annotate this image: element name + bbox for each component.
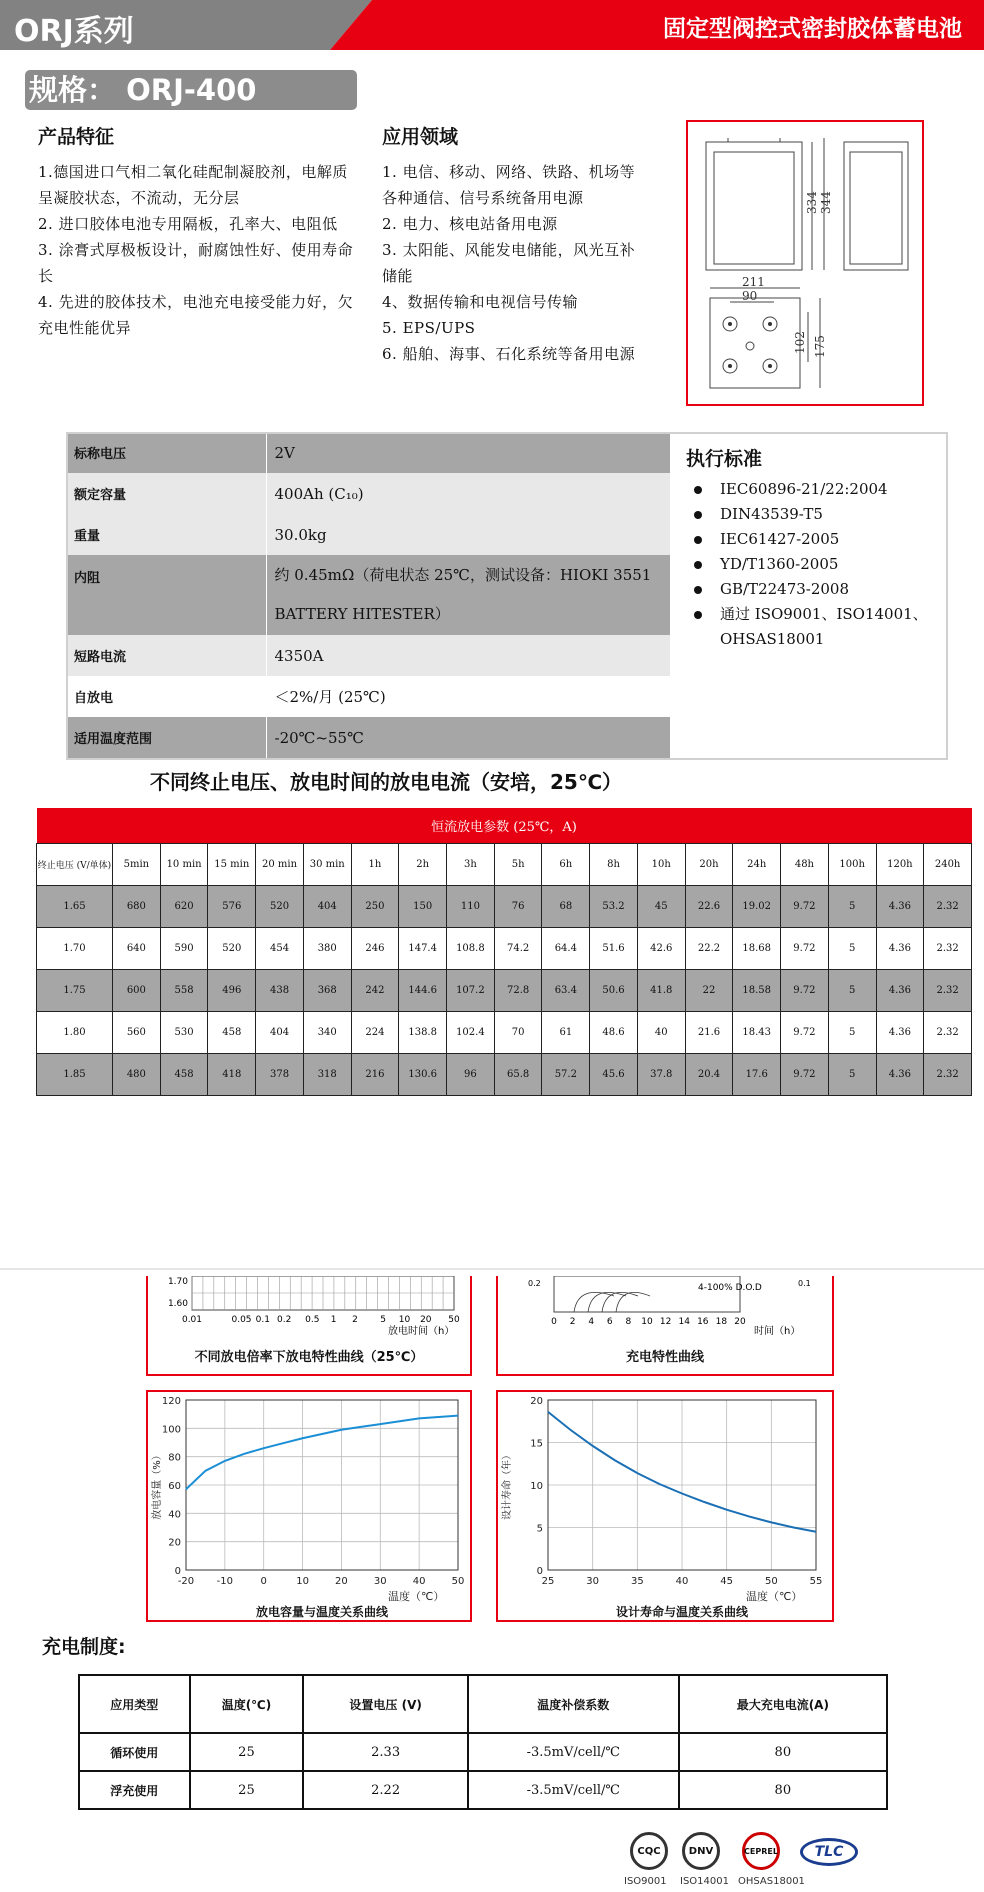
- charging-header: 应用类型: [79, 1675, 190, 1733]
- x-tick-label: 40: [412, 1576, 426, 1587]
- current-value: 61: [542, 1011, 590, 1053]
- discharge-row: [37, 1011, 972, 1053]
- current-value: 480: [113, 1053, 161, 1095]
- current-value: 20.4: [685, 1053, 733, 1095]
- current-value: 45.6: [590, 1053, 638, 1095]
- duration-header: 120h: [876, 843, 924, 885]
- spec-key: 自放电: [66, 676, 266, 717]
- features-title: 产品特征: [38, 126, 115, 148]
- current-value: 108.8: [447, 927, 495, 969]
- standard-item: DIN43539-T5: [686, 502, 946, 527]
- duration-header: 100h: [828, 843, 876, 885]
- current-value: 5: [828, 885, 876, 927]
- current-value: 2.32: [924, 969, 972, 1011]
- current-value: 242: [351, 969, 399, 1011]
- cutoff-voltage: 1.85: [37, 1053, 113, 1095]
- current-value: 150: [399, 885, 447, 927]
- duration-header: 10 min: [160, 843, 208, 885]
- application-item: 4、数据传输和电视信号传输: [382, 293, 579, 311]
- x-tick-label: 50: [448, 1315, 460, 1325]
- charging-cell: 2.33: [303, 1733, 468, 1771]
- charge-curve-plot: [498, 1276, 832, 1336]
- discharge-row: [37, 885, 972, 927]
- current-value: 438: [256, 969, 304, 1011]
- current-value: 22.2: [685, 927, 733, 969]
- current-value: 404: [303, 885, 351, 927]
- x-tick-label: 0: [551, 1317, 557, 1327]
- cqc-logo-icon: CQC: [630, 1832, 668, 1870]
- application-item: 3. 太阳能、风能发电储能，风光互补储能: [382, 241, 636, 285]
- x-tick-label: 10: [398, 1315, 411, 1325]
- current-value: 63.4: [542, 969, 590, 1011]
- dim-h2: 344: [819, 191, 833, 214]
- application-item: 5. EPS/UPS: [382, 319, 476, 337]
- duration-header: 5h: [494, 843, 542, 885]
- x-tick-label: 0.1: [255, 1315, 270, 1325]
- current-value: 9.72: [781, 1011, 829, 1053]
- current-value: 454: [256, 927, 304, 969]
- charging-cell: 循环使用: [79, 1733, 190, 1771]
- spec-key: 内阻: [66, 555, 266, 635]
- page-divider: [0, 1268, 984, 1270]
- duration-header: 15 min: [208, 843, 256, 885]
- y-tick-label: 40: [168, 1509, 181, 1521]
- charge-curve: [574, 1292, 614, 1312]
- spec-row: [66, 635, 670, 676]
- current-value: 2.32: [924, 1011, 972, 1053]
- discharge-curve-title: 不同放电倍率下放电特性曲线（25℃）: [194, 1350, 424, 1365]
- current-value: 620: [160, 885, 208, 927]
- standard-item: IEC61427-2005: [686, 527, 946, 552]
- spec-model: 规格： ORJ-400: [25, 70, 357, 110]
- charging-cell: 浮充使用: [79, 1771, 190, 1809]
- current-value: 9.72: [781, 885, 829, 927]
- discharge-curve-chart: [146, 1276, 472, 1376]
- current-value: 2.32: [924, 1053, 972, 1095]
- spec-value: 400Ah (C₁₀): [266, 473, 670, 514]
- current-value: 5: [828, 927, 876, 969]
- current-value: 404: [256, 1011, 304, 1053]
- feature-item: 4. 先进的胶体技术，电池充电接受能力好，欠充电性能优异: [38, 293, 354, 337]
- current-value: 680: [113, 885, 161, 927]
- standards-section: [686, 444, 946, 652]
- current-value: 9.72: [781, 927, 829, 969]
- current-value: 70: [494, 1011, 542, 1053]
- discharge-row: [37, 1053, 972, 1095]
- y-axis-label: 设计寿命（年）: [502, 1450, 513, 1520]
- duration-header: 5min: [113, 843, 161, 885]
- current-value: 42.6: [637, 927, 685, 969]
- duration-header: 48h: [781, 843, 829, 885]
- x-tick-label: 0.05: [231, 1315, 252, 1325]
- x-tick-label: 20: [734, 1317, 746, 1327]
- duration-header: 2h: [399, 843, 447, 885]
- features-section: [38, 122, 358, 341]
- current-value: 250: [351, 885, 399, 927]
- y-tick-label: 0.1: [798, 1279, 811, 1288]
- capacity-temp-chart: [146, 1390, 472, 1622]
- current-value: 76: [494, 885, 542, 927]
- current-value: 418: [208, 1053, 256, 1095]
- cutoff-voltage: 1.70: [37, 927, 113, 969]
- standard-item: YD/T1360-2005: [686, 552, 946, 577]
- current-value: 576: [208, 885, 256, 927]
- spec-row: [66, 676, 670, 717]
- charging-title: 充电制度:: [42, 1636, 126, 1658]
- current-value: 520: [208, 927, 256, 969]
- x-tick-label: 0: [260, 1576, 267, 1587]
- current-value: 19.02: [733, 885, 781, 927]
- current-value: 22.6: [685, 885, 733, 927]
- x-tick-label: 2: [352, 1315, 358, 1325]
- x-tick-label: 40: [675, 1576, 689, 1587]
- x-tick-label: 18: [715, 1317, 728, 1327]
- cutoff-voltage: 1.75: [37, 969, 113, 1011]
- series-title: ORJ系列: [14, 14, 134, 49]
- applications-title: 应用领域: [382, 126, 459, 148]
- spec-value: 2V: [266, 432, 670, 473]
- x-tick-label: 16: [697, 1317, 709, 1327]
- current-value: 4.36: [876, 1053, 924, 1095]
- x-tick-label: -10: [216, 1576, 234, 1587]
- current-value: 590: [160, 927, 208, 969]
- charging-cell: -3.5mV/cell/℃: [468, 1771, 679, 1809]
- application-item: 1. 电信、移动、网络、铁路、机场等各种通信、信号系统备用电源: [382, 163, 636, 207]
- current-value: 9.72: [781, 1053, 829, 1095]
- current-value: 9.72: [781, 969, 829, 1011]
- feature-item: 3. 涂膏式厚极板设计，耐腐蚀性好、使用寿命长: [38, 241, 354, 285]
- current-value: 558: [160, 969, 208, 1011]
- charging-cell: -3.5mV/cell/℃: [468, 1733, 679, 1771]
- discharge-curve-plot: [148, 1276, 470, 1336]
- y-tick-label: 100: [161, 1424, 181, 1436]
- spec-key: 额定容量: [66, 473, 266, 514]
- discharge-title: 不同终止电压、放电时间的放电电流（安培，25℃）: [150, 770, 623, 794]
- charge-curve: [588, 1292, 626, 1312]
- discharge-row: [37, 927, 972, 969]
- dim-h1: 334: [805, 191, 819, 214]
- current-value: 5: [828, 1053, 876, 1095]
- current-value: 45: [637, 885, 685, 927]
- current-value: 130.6: [399, 1053, 447, 1095]
- current-value: 2.32: [924, 927, 972, 969]
- application-item: 6. 船舶、海事、石化系统等备用电源: [382, 345, 636, 363]
- current-value: 40: [637, 1011, 685, 1053]
- duration-header: 8h: [590, 843, 638, 885]
- current-value: 37.8: [637, 1053, 685, 1095]
- y-tick-label: 120: [161, 1396, 181, 1407]
- current-value: 600: [113, 969, 161, 1011]
- y-tick-label: 1.60: [167, 1299, 188, 1309]
- current-value: 51.6: [590, 927, 638, 969]
- current-value: 107.2: [447, 969, 495, 1011]
- product-subtitle: 固定型阀控式密封胶体蓄电池: [663, 16, 962, 42]
- chart-title: 设计寿命与温度关系曲线: [615, 1605, 749, 1619]
- duration-header: 3h: [447, 843, 495, 885]
- current-value: 72.8: [494, 969, 542, 1011]
- current-value: 246: [351, 927, 399, 969]
- current-value: 138.8: [399, 1011, 447, 1053]
- duration-header: 240h: [924, 843, 972, 885]
- current-value: 640: [113, 927, 161, 969]
- y-tick-label: 20: [530, 1396, 543, 1407]
- current-value: 48.6: [590, 1011, 638, 1053]
- x-tick-label: 0.01: [181, 1315, 203, 1325]
- x-tick-label: 10: [296, 1576, 309, 1587]
- dim-d1: 102: [793, 331, 807, 354]
- discharge-row: [37, 969, 972, 1011]
- x-tick-label: 20: [420, 1315, 432, 1325]
- y-tick-label: 10: [530, 1481, 543, 1492]
- x-tick-label: 6: [606, 1317, 613, 1327]
- current-value: 378: [256, 1053, 304, 1095]
- y-tick-label: 80: [168, 1452, 181, 1464]
- x-tick-label: 50: [764, 1576, 778, 1587]
- x-tick-label: 30: [586, 1576, 600, 1587]
- current-value: 102.4: [447, 1011, 495, 1053]
- spec-key: 短路电流: [66, 635, 266, 676]
- x-axis-label: 时间（h）: [754, 1326, 801, 1336]
- series-line: [186, 1416, 458, 1490]
- charging-table: [78, 1674, 888, 1810]
- spec-key: 重量: [66, 514, 266, 555]
- feature-item: 1.德国进口气相二氧化硅配制凝胶剂，电解质呈凝胶状态，不流动，无分层: [38, 163, 348, 207]
- dimension-drawing: [686, 120, 924, 406]
- dim-terminal-spacing: 90: [742, 289, 758, 303]
- spec-key: 标称电压: [66, 432, 266, 473]
- y-tick-label: 60: [168, 1481, 181, 1492]
- applications-section: [382, 122, 642, 367]
- cert-label: ISO9001: [624, 1876, 667, 1887]
- spec-row: [66, 717, 670, 758]
- current-value: 4.36: [876, 885, 924, 927]
- x-tick-label: 55: [809, 1576, 823, 1587]
- current-value: 18.68: [733, 927, 781, 969]
- current-value: 560: [113, 1011, 161, 1053]
- spec-row: [66, 432, 670, 473]
- current-value: 368: [303, 969, 351, 1011]
- duration-header: 24h: [733, 843, 781, 885]
- charging-cell: 80: [679, 1733, 887, 1771]
- current-value: 458: [208, 1011, 256, 1053]
- charging-cell: 2.22: [303, 1771, 468, 1809]
- charging-header: 最大充电电流(A): [679, 1675, 887, 1733]
- charging-cell: 25: [190, 1771, 304, 1809]
- current-value: 4.36: [876, 927, 924, 969]
- dim-d2: 175: [813, 335, 827, 358]
- standard-item: GB/T22473-2008: [686, 577, 946, 602]
- x-axis-label: 温度（℃）: [746, 1590, 803, 1603]
- spec-table: [66, 432, 670, 758]
- cutoff-voltage: 1.80: [37, 1011, 113, 1053]
- current-value: 4.36: [876, 1011, 924, 1053]
- current-value: 496: [208, 969, 256, 1011]
- standard-item: 通过 ISO9001、ISO14001、OHSAS18001: [686, 602, 946, 652]
- current-value: 224: [351, 1011, 399, 1053]
- spec-row: [66, 555, 670, 635]
- x-tick-label: 8: [625, 1317, 632, 1327]
- spec-row: [66, 514, 670, 555]
- x-tick-label: 20: [335, 1576, 348, 1587]
- cert-label: ISO14001: [680, 1876, 729, 1887]
- tlc-logo-icon: TLC: [800, 1838, 858, 1866]
- current-value: 530: [160, 1011, 208, 1053]
- current-value: 147.4: [399, 927, 447, 969]
- life-temp-chart: [496, 1390, 834, 1622]
- plot-frame: [554, 1276, 740, 1312]
- current-value: 520: [256, 885, 304, 927]
- current-value: 18.58: [733, 969, 781, 1011]
- x-tick-label: 12: [659, 1317, 672, 1327]
- y-tick-label: 1.70: [167, 1277, 188, 1287]
- x-tick-label: 30: [373, 1576, 387, 1587]
- charging-header: 温度(℃): [190, 1675, 304, 1733]
- spec-value: -20℃~55℃: [266, 717, 670, 758]
- x-tick-label: 10: [641, 1317, 653, 1327]
- duration-header: 20h: [685, 843, 733, 885]
- current-value: 41.8: [637, 969, 685, 1011]
- current-value: 68: [542, 885, 590, 927]
- current-value: 110: [447, 885, 495, 927]
- current-value: 22: [685, 969, 733, 1011]
- duration-header: 20 min: [256, 843, 304, 885]
- current-value: 340: [303, 1011, 351, 1053]
- battery-outline-drawing: [688, 122, 922, 404]
- y-tick-label: 5: [536, 1523, 543, 1535]
- capacity-temp-plot: [148, 1392, 470, 1620]
- charging-header: 设置电压 (V): [303, 1675, 468, 1733]
- x-tick-label: 50: [451, 1576, 465, 1587]
- current-value: 53.2: [590, 885, 638, 927]
- x-tick-label: 2: [569, 1317, 576, 1327]
- current-value: 50.6: [590, 969, 638, 1011]
- current-value: 21.6: [685, 1011, 733, 1053]
- life-temp-plot: [498, 1392, 832, 1620]
- current-value: 144.6: [399, 969, 447, 1011]
- current-value: 2.32: [924, 885, 972, 927]
- x-tick-label: 4: [588, 1317, 595, 1327]
- current-value: 216: [351, 1053, 399, 1095]
- spec-value: 30.0kg: [266, 514, 670, 555]
- spec-value: ＜2%/月 (25℃): [266, 676, 670, 717]
- chart-title: 放电容量与温度关系曲线: [255, 1605, 389, 1619]
- current-value: 380: [303, 927, 351, 969]
- charging-cell: 25: [190, 1733, 304, 1771]
- y-axis-label: 放电容量（%）: [152, 1450, 163, 1520]
- current-value: 458: [160, 1053, 208, 1095]
- dnv-logo-icon: DNV: [682, 1832, 720, 1870]
- y-tick-label: 20: [168, 1537, 181, 1549]
- y-tick-label: 0: [174, 1566, 181, 1577]
- spec-value: 4350A: [266, 635, 670, 676]
- feature-item: 2. 进口胶体电池专用隔板，孔率大、电阻低: [38, 215, 338, 233]
- y-tick-label: 15: [530, 1438, 543, 1450]
- duration-header: 30 min: [303, 843, 351, 885]
- current-value: 4.36: [876, 969, 924, 1011]
- current-value: 5: [828, 969, 876, 1011]
- charging-cell: 80: [679, 1771, 887, 1809]
- application-item: 2. 电力、核电站备用电源: [382, 215, 558, 233]
- current-value: 74.2: [494, 927, 542, 969]
- spec-key: 适用温度范围: [66, 717, 266, 758]
- dim-width: 211: [742, 275, 765, 289]
- current-value: 64.4: [542, 927, 590, 969]
- x-tick-label: -20: [177, 1576, 195, 1587]
- legend-label: 4-100% D.O.D: [698, 1283, 762, 1293]
- cert-label: OHSAS18001: [738, 1876, 805, 1887]
- x-axis-label: 温度（℃）: [388, 1590, 445, 1603]
- current-value: 17.6: [733, 1053, 781, 1095]
- charging-header: 温度补偿系数: [468, 1675, 679, 1733]
- spec-value: 约 0.45mΩ（荷电状态 25℃，测试设备：HIOKI 3551 BATTERY HITESTER）: [266, 555, 670, 635]
- x-tick-label: 25: [541, 1576, 555, 1587]
- charge-curve: [616, 1292, 650, 1312]
- x-tick-label: 5: [380, 1315, 387, 1325]
- current-value: 65.8: [494, 1053, 542, 1095]
- x-tick-label: 14: [678, 1317, 690, 1327]
- spec-row: [66, 473, 670, 514]
- charge-curve-title: 充电特性曲线: [625, 1350, 704, 1365]
- x-tick-label: 1: [330, 1315, 337, 1325]
- standards-title: 执行标准: [686, 448, 763, 470]
- duration-header: 1h: [351, 843, 399, 885]
- cutoff-voltage: 1.65: [37, 885, 113, 927]
- duration-header: 6h: [542, 843, 590, 885]
- current-value: 96: [447, 1053, 495, 1095]
- duration-header: 10h: [637, 843, 685, 885]
- current-value: 57.2: [542, 1053, 590, 1095]
- current-value: 18.43: [733, 1011, 781, 1053]
- current-value: 5: [828, 1011, 876, 1053]
- x-tick-label: 35: [630, 1576, 644, 1587]
- charge-curve: [602, 1292, 638, 1312]
- current-value: 318: [303, 1053, 351, 1095]
- charging-row: [79, 1733, 887, 1771]
- corner-cell: 终止电压 (V/单体): [37, 843, 113, 885]
- charging-row: [79, 1771, 887, 1809]
- y-tick-label: 0.2: [528, 1279, 541, 1288]
- discharge-table: [36, 808, 972, 1096]
- x-axis-label: 放电时间（h）: [388, 1326, 455, 1336]
- discharge-table-title: 恒流放电参数 (25℃，A): [37, 808, 972, 843]
- x-tick-label: 45: [720, 1576, 734, 1587]
- ceprel-logo-icon: CEPREL: [742, 1832, 780, 1870]
- y-tick-label: 0: [536, 1566, 543, 1577]
- standard-item: IEC60896-21/22:2004: [686, 477, 946, 502]
- x-tick-label: 0.5: [305, 1315, 320, 1325]
- x-tick-label: 0.2: [276, 1315, 292, 1325]
- charge-curve-chart: [496, 1276, 834, 1376]
